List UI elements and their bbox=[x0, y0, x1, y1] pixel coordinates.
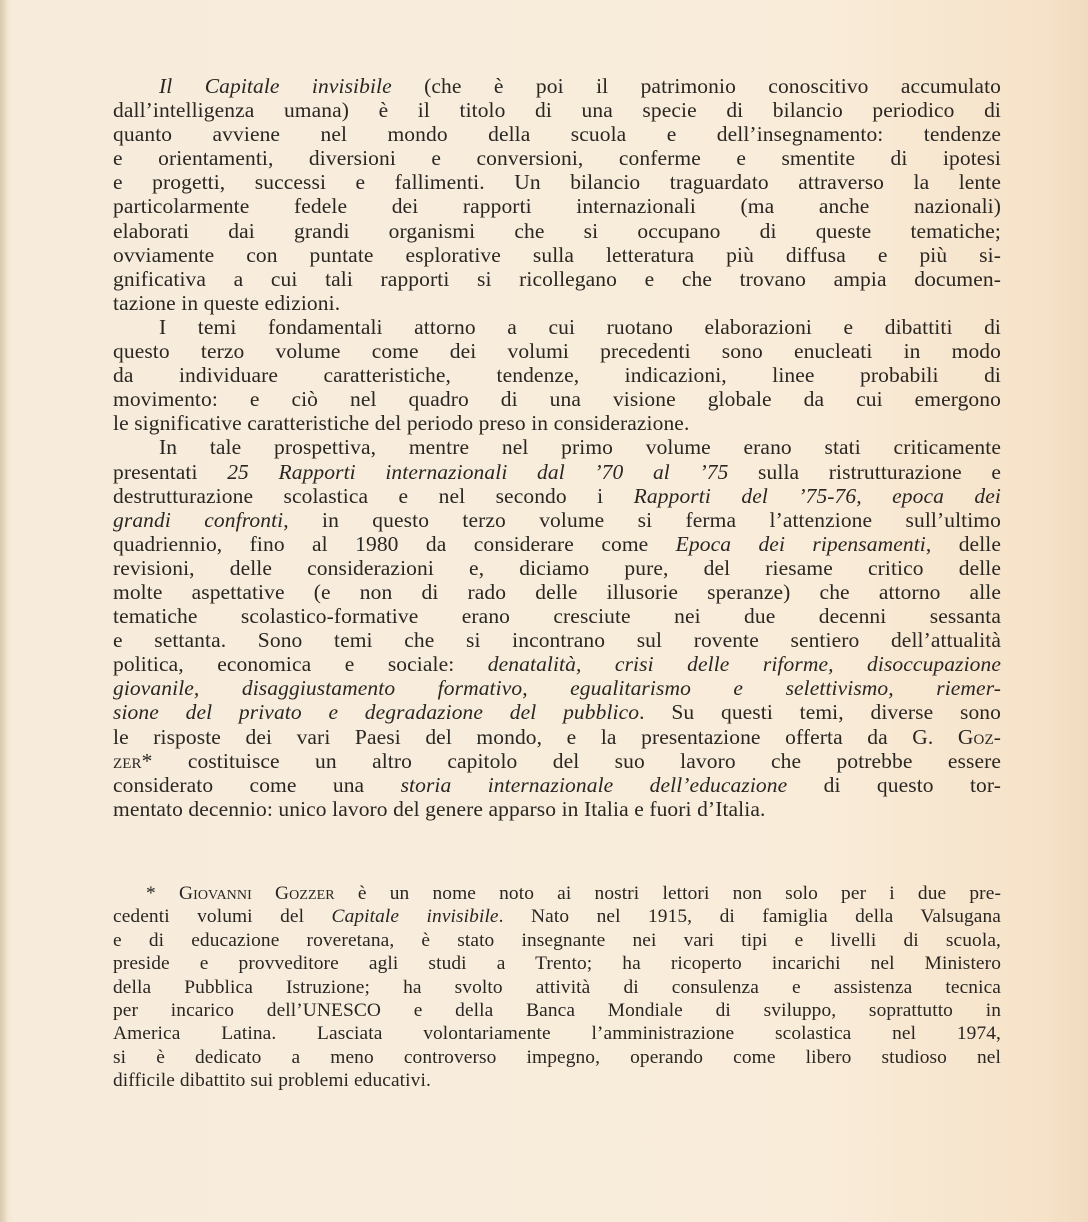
text-line bbox=[113, 243, 1001, 267]
text-run: e progetti, successi e fallimenti. Un bilancio traguardato attraverso la lente bbox=[113, 170, 1001, 195]
italic-text: Rapporti del ’75-76, epoca dei bbox=[633, 483, 1001, 508]
text-run: difficile dibattito sui problemi educativi. bbox=[113, 1070, 431, 1092]
text-run: dall’intelligenza umana) è il titolo di una specie di bilancio periodico di bbox=[113, 98, 1001, 123]
text-line bbox=[113, 460, 1001, 484]
text-run: elaborati dai grandi organismi che si occupano di queste tematiche; bbox=[113, 218, 1001, 243]
text-line bbox=[113, 532, 1001, 556]
text-run: politica, economica e sociale: bbox=[113, 652, 488, 677]
text-line bbox=[113, 387, 1001, 411]
text-line bbox=[113, 999, 1001, 1022]
small-caps-text: Giovanni Gozzer bbox=[178, 883, 335, 904]
text-run: In tale prospettiva, mentre nel primo volume erano stati criticamente bbox=[159, 435, 1001, 460]
text-line bbox=[113, 773, 1001, 797]
italic-text: Epoca dei ripensamenti bbox=[675, 531, 926, 556]
text-line bbox=[113, 976, 1001, 999]
text-run: , delle bbox=[925, 531, 1001, 556]
text-run: destrutturazione scolastica e nel secondo i bbox=[113, 483, 634, 508]
text-run: molte aspettative (e non di rado delle illusorie speranze) che attorno alle bbox=[113, 579, 1001, 604]
italic-text: sione del privato e degradazione del pubblico bbox=[113, 700, 640, 725]
text-run: , in questo terzo volume si ferma l’attenzione sull’ultimo bbox=[283, 507, 1001, 532]
italic-text: grandi confronti bbox=[113, 507, 284, 532]
text-run: e settanta. Sono temi che si incontrano sul rovente sentiero dell’attualità bbox=[113, 628, 1001, 653]
text-line bbox=[113, 1046, 1001, 1069]
text-line bbox=[113, 146, 1001, 170]
italic-text: Il Capitale invisibile bbox=[159, 74, 392, 98]
text-line bbox=[113, 929, 1001, 952]
text-line bbox=[113, 484, 1001, 508]
text-run: * costituisce un altro capitolo del suo lavoro che potrebbe essere bbox=[141, 748, 1001, 773]
text-run: cedenti volumi del bbox=[113, 906, 332, 928]
italic-text: Capitale invisibile bbox=[331, 906, 499, 928]
text-line bbox=[113, 170, 1001, 194]
text-run: sulla ristrutturazione e bbox=[728, 459, 1001, 484]
text-line bbox=[113, 363, 1001, 387]
main-text bbox=[113, 74, 1001, 821]
text-line bbox=[113, 882, 1001, 905]
text-line bbox=[113, 652, 1001, 676]
text-line bbox=[113, 797, 1001, 821]
text-run: della Pubblica Istruzione; ha svolto attività di consulenza e assistenza tecnica bbox=[113, 976, 1001, 998]
paragraph bbox=[113, 74, 1001, 315]
text-run: (che è poi il patrimonio conoscitivo accumulato bbox=[391, 74, 1001, 98]
text-line bbox=[113, 315, 1001, 339]
text-line bbox=[113, 74, 1001, 98]
text-run: . Su questi temi, diverse sono bbox=[639, 700, 1001, 725]
footnote bbox=[113, 882, 1001, 1093]
text-line bbox=[113, 700, 1001, 724]
text-line bbox=[113, 628, 1001, 652]
text-run: considerato come una bbox=[113, 772, 401, 797]
text-line bbox=[113, 676, 1001, 700]
paragraph bbox=[113, 315, 1001, 435]
text-run: revisioni, delle considerazioni e, diciamo pure, del riesame critico delle bbox=[113, 555, 1001, 580]
text-run: quadriennio, fino al 1980 da considerare come bbox=[113, 531, 676, 556]
text-line bbox=[113, 725, 1001, 749]
text-run: quanto avviene nel mondo della scuola e dell’insegnamento: tendenze bbox=[113, 122, 1001, 147]
text-run: le significative caratteristiche del periodo preso in considerazione. bbox=[113, 411, 690, 436]
text-line bbox=[113, 1022, 1001, 1045]
text-run: è un nome noto ai nostri lettori non solo per i due pre- bbox=[334, 883, 1002, 904]
small-caps-text: Goz- bbox=[957, 724, 1001, 749]
text-run: e orientamenti, diversioni e conversioni, conferme e smentite di ipotesi bbox=[113, 146, 1001, 171]
text-line bbox=[113, 194, 1001, 218]
italic-text: denatalità, crisi delle riforme, disoccupazione bbox=[487, 652, 1002, 677]
text-run: I temi fondamentali attorno a cui ruotano elaborazioni e dibattiti di bbox=[159, 314, 1001, 339]
text-line bbox=[113, 952, 1001, 975]
text-line bbox=[113, 905, 1001, 928]
text-line bbox=[113, 508, 1001, 532]
text-run: movimento: e ciò nel quadro di una visione globale da cui emergono bbox=[113, 387, 1001, 412]
page-edge-shadow bbox=[0, 0, 8, 1222]
text-run: questo terzo volume come dei volumi precedenti sono enucleati in modo bbox=[113, 339, 1001, 364]
text-run: tazione in queste edizioni. bbox=[113, 290, 341, 315]
text-line bbox=[113, 267, 1001, 291]
text-line bbox=[113, 435, 1001, 459]
text-run: da individuare caratteristiche, tendenze, indicazioni, linee probabili di bbox=[113, 363, 1001, 388]
text-run: di questo tor- bbox=[787, 772, 1001, 797]
paragraph bbox=[113, 435, 1001, 821]
text-line bbox=[113, 98, 1001, 122]
text-line bbox=[113, 556, 1001, 580]
text-run: . Nato nel 1915, di famiglia della Valsugana bbox=[498, 906, 1001, 928]
text-run: tematiche scolastico-formative erano cresciute nei due decenni sessanta bbox=[113, 604, 1001, 629]
text-run: gnificativa a cui tali rapporti si ricollegano e che trovano ampia documen- bbox=[113, 266, 1001, 291]
italic-text: storia internazionale dell’educazione bbox=[400, 772, 788, 797]
text-run: particolarmente fedele dei rapporti internazionali (ma anche nazionali) bbox=[113, 194, 1001, 219]
text-run: mentato decennio: unico lavoro del genere apparso in Italia e fuori d’Italia. bbox=[113, 796, 766, 821]
text-run: per incarico dell’UNESCO e della Banca Mondiale di sviluppo, soprattutto in bbox=[113, 999, 1001, 1021]
italic-text: giovanile, disaggiustamento formativo, egualitarismo e selettivismo, riemer- bbox=[113, 676, 1001, 701]
text-line bbox=[113, 291, 1001, 315]
small-caps-text: zer bbox=[113, 748, 142, 773]
italic-text: 25 Rapporti internazionali dal ’70 al ’75 bbox=[227, 459, 729, 484]
text-line bbox=[113, 122, 1001, 146]
text-run: le risposte dei vari Paesi del mondo, e la presentazione offerta da G. bbox=[113, 724, 958, 749]
text-run: * bbox=[146, 883, 179, 904]
text-line bbox=[113, 749, 1001, 773]
text-line bbox=[113, 604, 1001, 628]
text-run: America Latina. Lasciata volontariamente l’amministrazione scolastica nel 1974, bbox=[113, 1023, 1001, 1045]
text-line bbox=[113, 580, 1001, 604]
text-line bbox=[113, 1069, 1001, 1092]
text-line bbox=[113, 219, 1001, 243]
text-run: presentati bbox=[113, 459, 228, 484]
text-run: e di educazione roveretana, è stato insegnante nei vari tipi e livelli di scuola, bbox=[113, 929, 1001, 951]
text-line bbox=[113, 411, 1001, 435]
text-line bbox=[113, 339, 1001, 363]
text-run: preside e provveditore agli studi a Trento; ha ricoperto incarichi nel Ministero bbox=[113, 953, 1001, 975]
text-run: ovviamente con puntate esplorative sulla letteratura più diffusa e più si- bbox=[113, 242, 1001, 267]
text-run: si è dedicato a meno controverso impegno, operando come libero studioso nel bbox=[113, 1046, 1001, 1068]
